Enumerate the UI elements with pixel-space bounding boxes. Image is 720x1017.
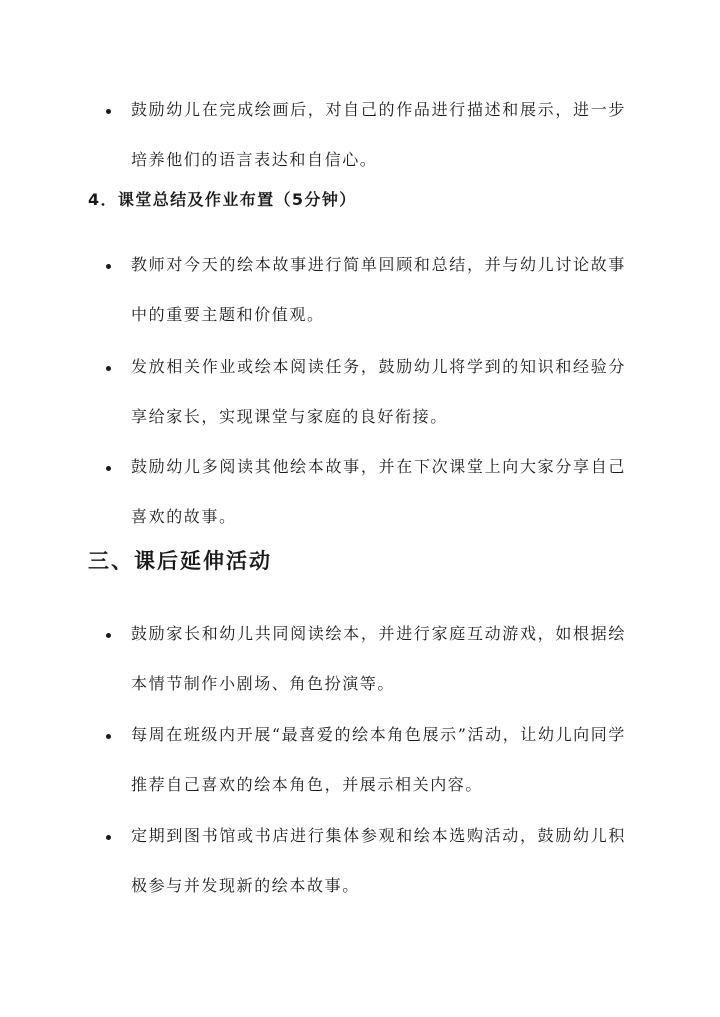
bullet-icon xyxy=(106,835,111,840)
list-item xyxy=(106,724,626,810)
list-item-text: 鼓励幼儿在完成绘画后，对自己的作品进行描述和展示，进一步培养他们的语言表达和自信心。 xyxy=(131,100,626,169)
list-item-text: 鼓励家长和幼儿共同阅读绘本，并进行家庭互动游戏，如根据绘本情节制作小剧场、角色扮演等。 xyxy=(131,624,626,693)
list-item xyxy=(106,356,626,442)
bullet-icon xyxy=(106,734,111,739)
list-item xyxy=(106,254,626,340)
list-item-text: 教师对今天的绘本故事进行简单回顾和总结，并与幼儿讨论故事中的重要主题和价值观。 xyxy=(131,255,626,324)
subsection-heading: 4．课堂总结及作业布置（5分钟） xyxy=(88,190,357,209)
list-item-text: 发放相关作业或绘本阅读任务，鼓励幼儿将学到的知识和经验分享给家长，实现课堂与家庭的良好衔接。 xyxy=(131,357,626,426)
bullet-icon xyxy=(106,109,111,114)
list-item-text: 定期到图书馆或书店进行集体参观和绘本选购活动，鼓励幼儿积极参与并发现新的绘本故事。 xyxy=(131,826,626,895)
bullet-icon xyxy=(106,633,111,638)
section-heading: 三、课后延伸活动 xyxy=(88,549,272,573)
list-item xyxy=(106,99,626,185)
bullet-icon xyxy=(106,264,111,269)
bullet-icon xyxy=(106,366,111,371)
list-item xyxy=(106,825,626,911)
list-item-text: 鼓励幼儿多阅读其他绘本故事，并在下次课堂上向大家分享自己喜欢的故事。 xyxy=(131,457,626,526)
list-item-text: 每周在班级内开展“最喜爱的绘本角色展示”活动，让幼儿向同学推荐自己喜欢的绘本角色，并展示相关内容。 xyxy=(131,725,626,794)
list-item xyxy=(106,623,626,709)
bullet-icon xyxy=(106,466,111,471)
list-item xyxy=(106,456,626,542)
